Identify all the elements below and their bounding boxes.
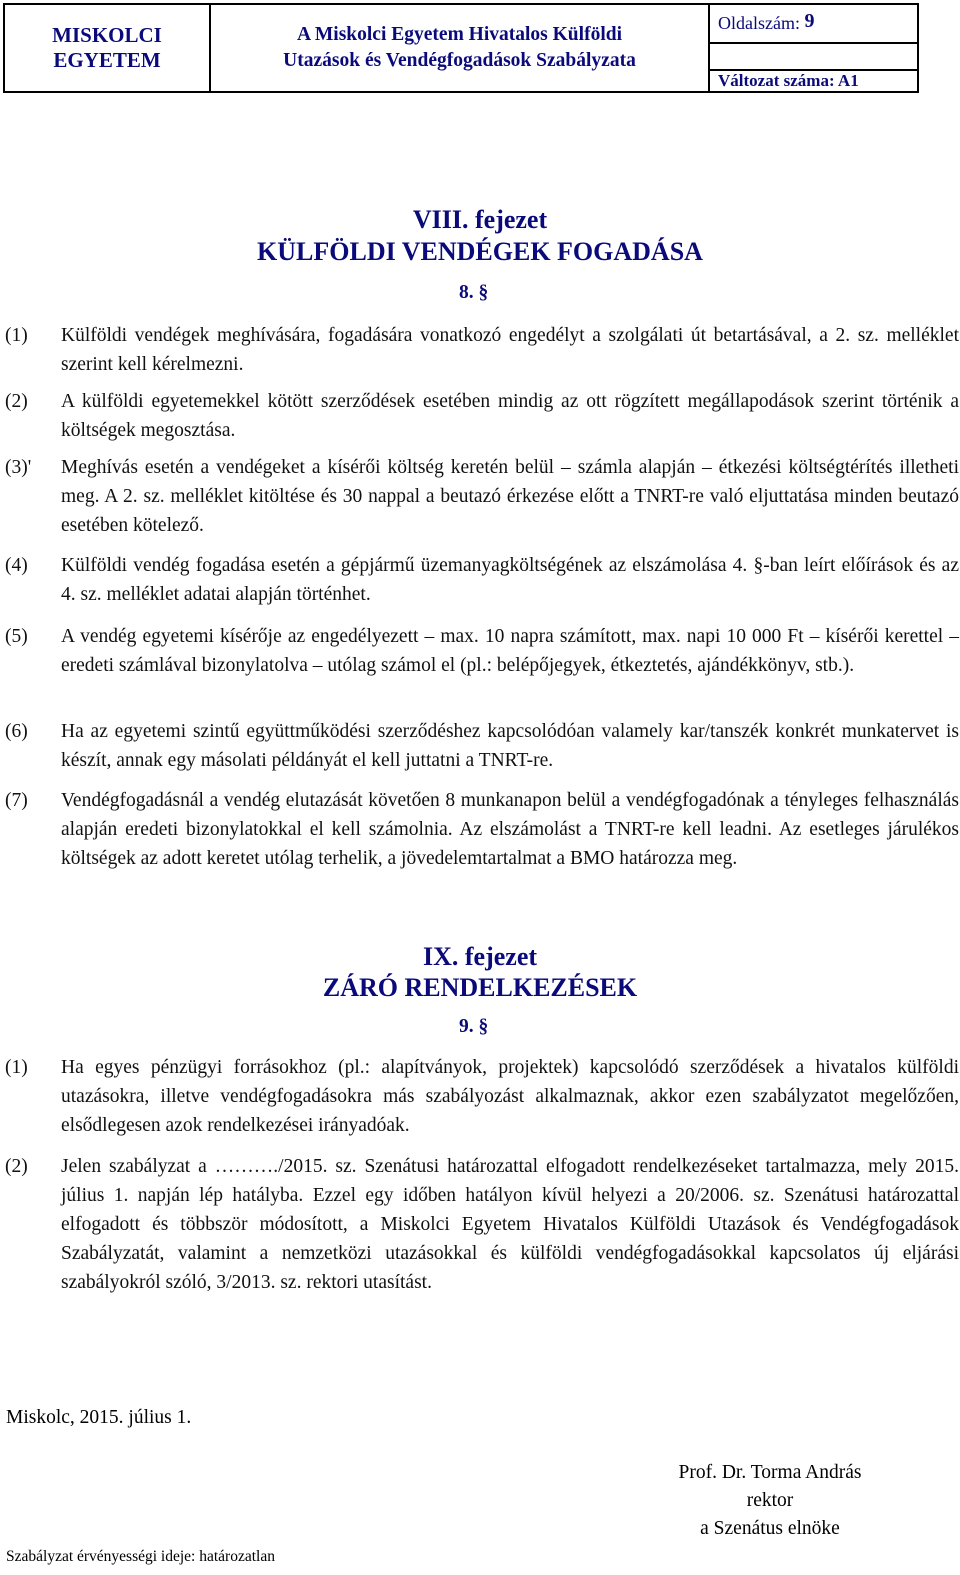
section-8-heading: 8. § [459,282,489,303]
item-text: Meghívás esetén a vendégeket a kísérői költség keretén belül – számla alapján – étkezési költségtérítés illetheti meg. A 2. sz. melléklet kitöltése és 30 nappal a beutazó érkezése előtt a TNRT-re való eljuttatása minden beutazó esetében kötelező. [61,457,959,536]
signatory-name: Prof. Dr. Torma András [678,1462,862,1483]
list-item [5,786,959,904]
item-number: (1) [5,325,28,346]
item-text: Jelen szabályzat a ………./2015. sz. Szenátusi határozattal elfogadott rendelkezéseket tartalmazza, mely 2015. július 1. napján lép hatályba. Ezzel egy időben hatályon kívül helyezi a 20/2006. sz. Szenátusi határozattal elfogadott és többször módosított, a Miskolci Egyetem Hivatalos Külföldi Utazások és Vendégfogadások Szabályzatát, valamint a nemzetközi utazásokkal és külföldi vendégfogadásokkal kapcsolatos új eljárási szabályokról szóló, 3/2013. sz. rektori utasítást. [61,1156,959,1293]
item-text: Külföldi vendégek meghívására, fogadására vonatkozó engedélyt a szolgálati út betartásával, a 2. sz. melléklet szerint kell kérelmezni. [61,325,959,375]
institution-line-2: EGYETEM [53,48,161,72]
page-number: 9 [804,10,815,32]
item-number: (4) [5,555,28,576]
list-item [5,1053,959,1141]
item-number: (2) [5,1156,28,1177]
item-number: (6) [5,721,28,742]
item-number: (5) [5,626,28,647]
item-number: (3)' [5,457,32,478]
signatory-role: rektor [746,1490,794,1511]
page-number-cell [710,5,917,44]
list-item [5,1152,959,1330]
institution-line-1: MISKOLCI [52,23,162,47]
title-line-1: A Miskolci Egyetem Hivatalos Külföldi [297,24,622,45]
title-line-2: Utazások és Vendégfogadások Szabályzata [283,50,636,71]
document-title [211,5,710,91]
item-number: (7) [5,790,28,811]
page-info [710,5,917,91]
item-text: Ha egyes pénzügyi forrásokhoz (pl.: alapítványok, projektek) kapcsolódó szerződések a hivatalos külföldi utazásokra, illetve vendégfogadásokra más szabályozást alkalmaznak, akkor ezen szabályzatot megelőzően, elsődlegesen azok rendelkezései irányadóak. [61,1057,959,1136]
item-text: A vendég egyetemi kísérője az engedélyezett – max. 10 napra számított, max. napi 10 000 Ft – kísérői kerettel – eredeti számlával bizonylatolva – utólag számol el (pl.: belépőjegyek, étkeztetés, ajándékkönyv, stb.). [61,626,959,676]
list-item [5,321,959,379]
item-number: (2) [5,391,28,412]
list-item [5,551,959,609]
item-text: A külföldi egyetemekkel kötött szerződések esetében mindig az ott rögzített megállapodások szerint történik a költségek megosztása. [61,391,959,441]
document-header [3,3,919,93]
item-text: Ha az egyetemi szintű együttműködési szerződéshez kapcsolódóan valamely kar/tanszék konkrét munkatervet is készít, annak egy másolati példányát el kell juttatni a TNRT-re. [61,721,959,771]
validity-footer: Szabályzat érvényességi ideje: határozatlan [6,1548,275,1565]
item-text: Vendégfogadásnál a vendég elutazását követően 8 munkanapon belül a vendégfogadónak a tényleges felhasználás alapján eredeti bizonylatokkal el kell számolnia. Az elszámolást a TNRT-re kell leadni. Az esetleges járulékos költségek az adott keretet utólag terhelik, a jövedelemtartalmat a BMO határozza meg. [61,790,959,869]
list-item [5,387,959,445]
chapter-9-title: ZÁRÓ RENDELKEZÉSEK [322,973,638,1002]
list-item [5,622,959,710]
list-item [5,717,959,775]
section-9-heading: 9. § [459,1016,489,1037]
chapter-9-number: IX. fejezet [422,942,538,971]
signatory-body: a Szenátus elnöke [700,1518,840,1539]
version-label: Változat száma: A1 [710,69,917,91]
item-text: Külföldi vendég fogadása esetén a gépjármű üzemanyagköltségének az elszámolása 4. §-ban leírt előírások és az 4. sz. melléklet adatai alapján történhet. [61,555,959,605]
chapter-8-number: VIII. fejezet [412,205,548,234]
list-item [5,453,959,541]
item-number: (1) [5,1057,28,1078]
place-and-date: Miskolc, 2015. július 1. [6,1407,192,1428]
chapter-8-title: KÜLFÖLDI VENDÉGEK FOGADÁSA [257,237,703,266]
institution-name [5,5,211,91]
page-label: Oldalszám: [718,13,800,33]
